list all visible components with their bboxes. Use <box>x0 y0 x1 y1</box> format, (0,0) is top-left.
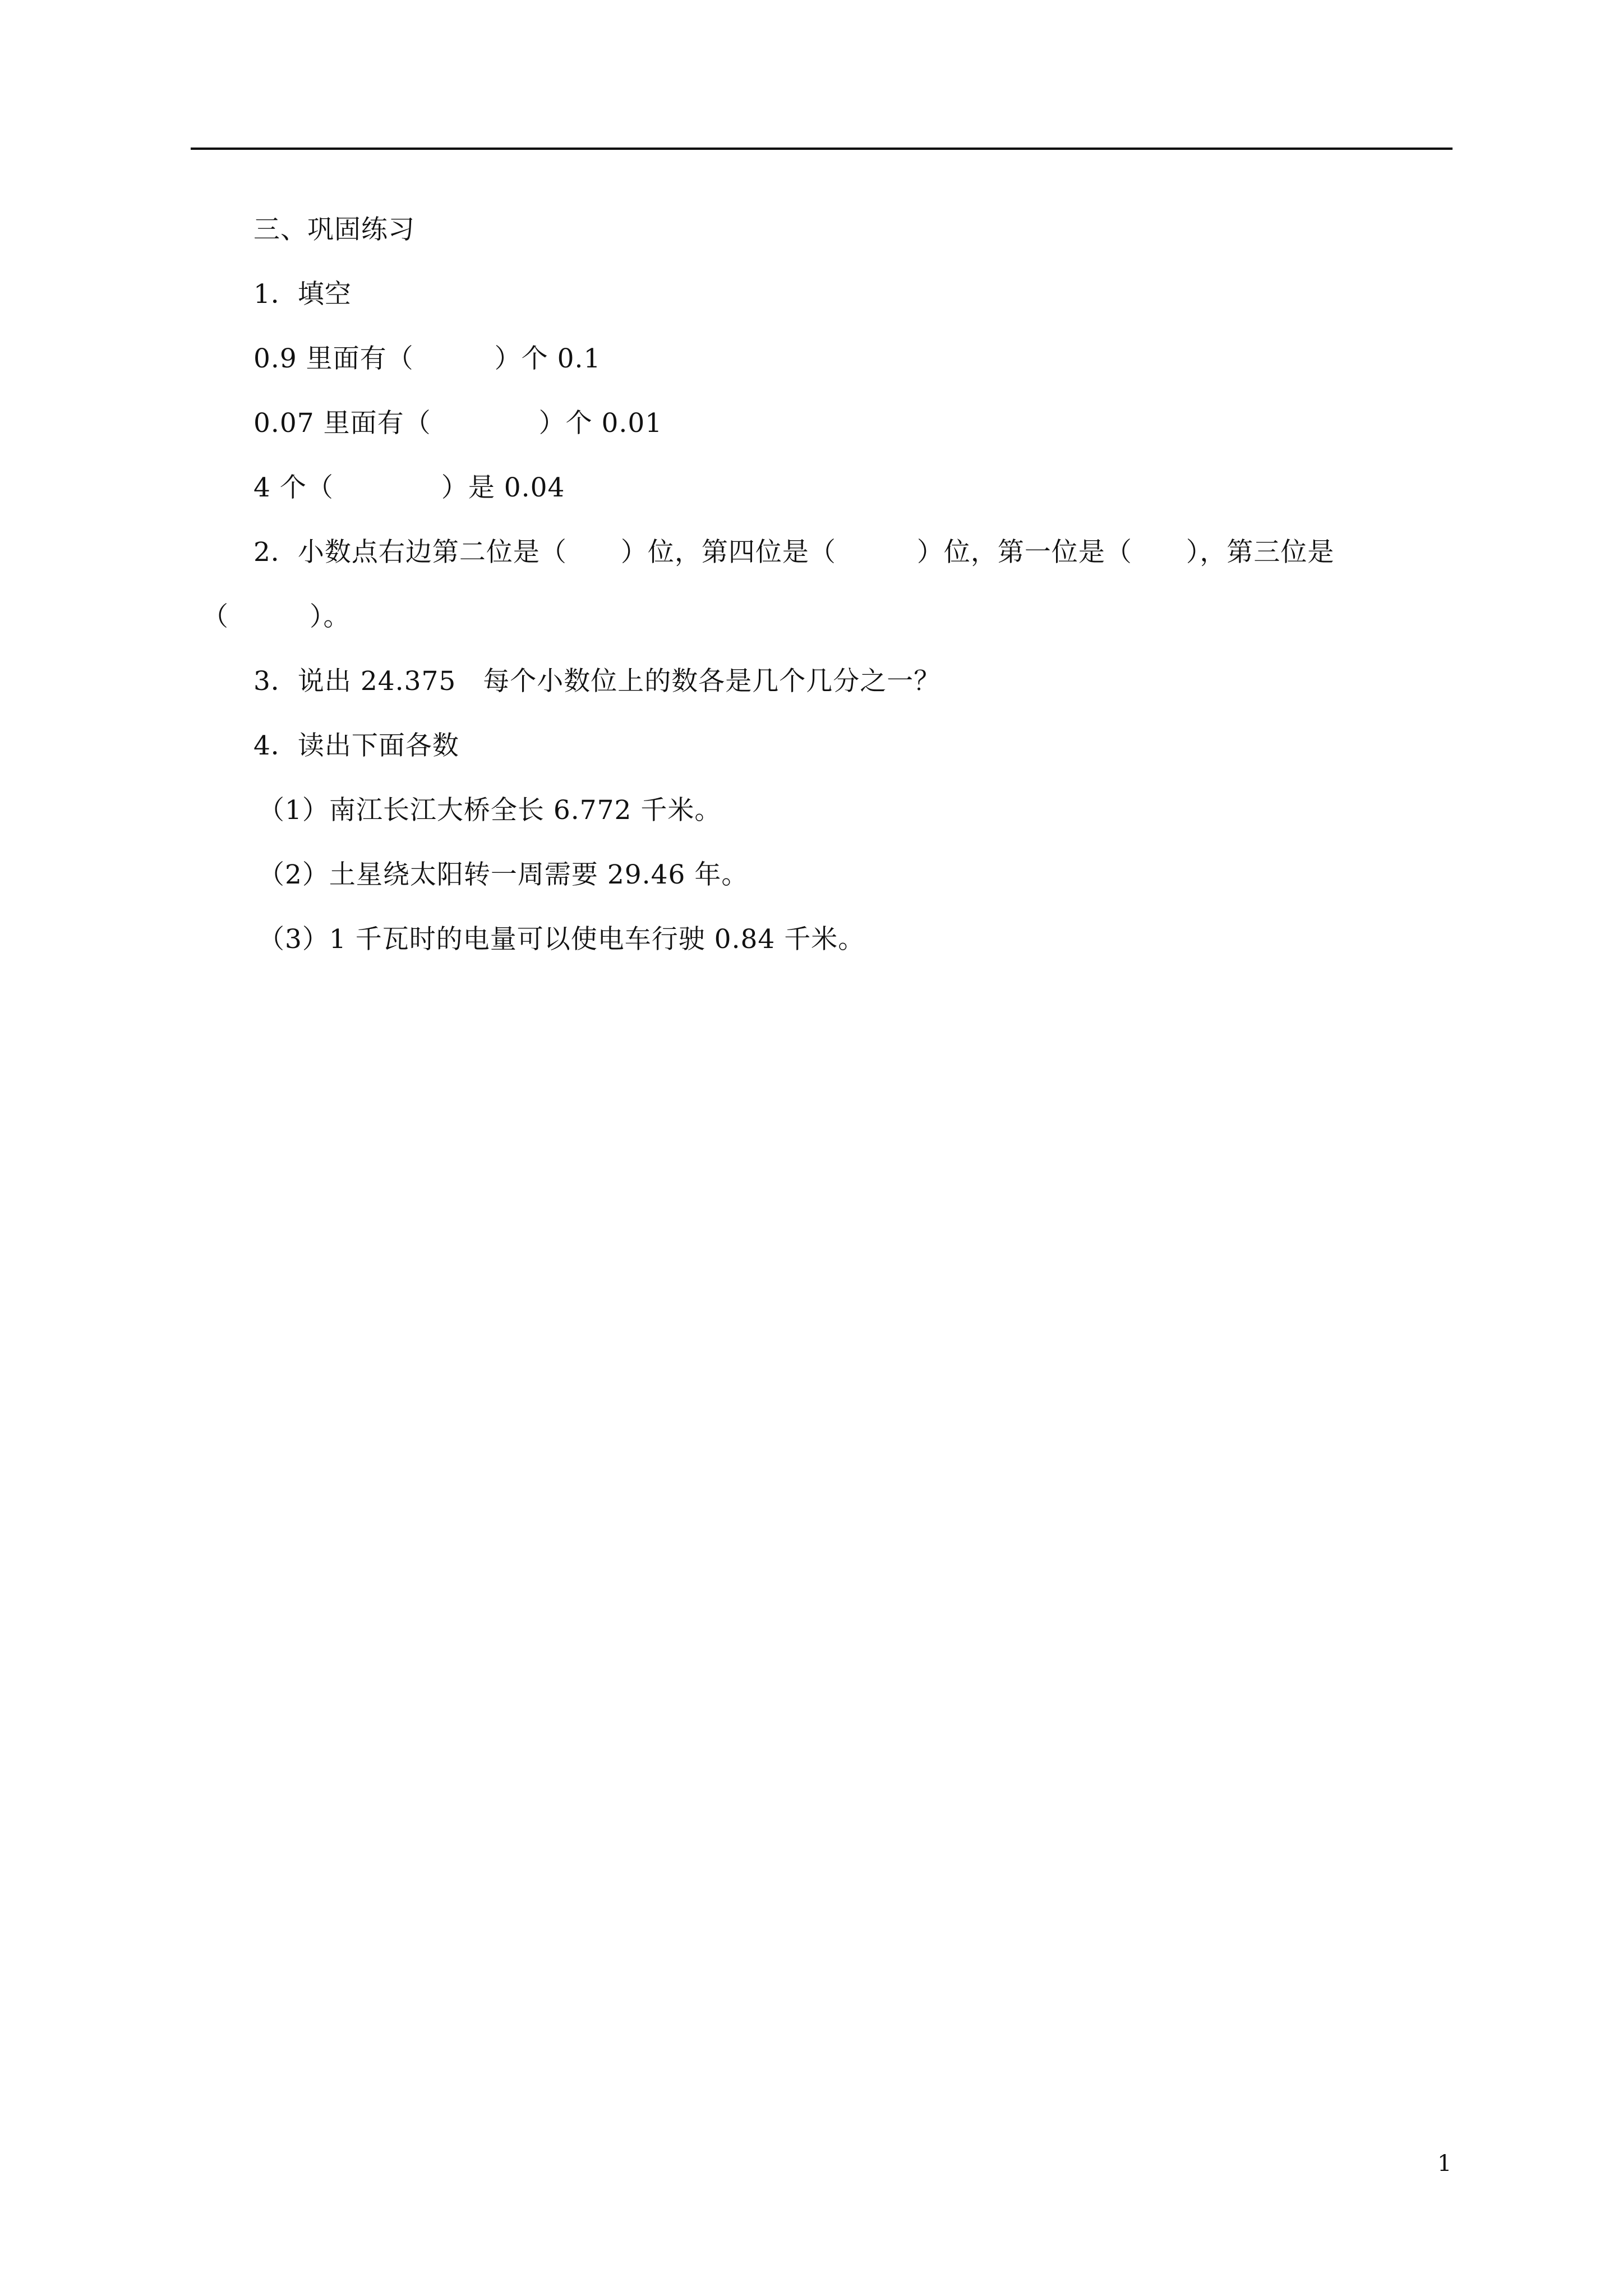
question-4-heading: 4．读出下面各数 <box>253 730 459 761</box>
question-1-item: 0.07 里面有（ ）个 0.01 <box>253 408 663 439</box>
question-1-item: 4 个（ ）是 0.04 <box>253 472 565 503</box>
question-1-heading: 1．填空 <box>253 279 352 310</box>
page-number: 1 <box>1437 2151 1452 2177</box>
header-rule <box>191 148 1453 150</box>
question-4-item: （3）1 千瓦时的电量可以使电车行驶 0.84 千米。 <box>258 924 865 955</box>
question-2-line-1: 2．小数点右边第二位是（ ）位，第四位是（ ）位，第一位是（ ），第三位是 <box>253 537 1335 568</box>
question-2-line-2: （ ）。 <box>202 601 351 632</box>
question-1-item: 0.9 里面有（ ）个 0.1 <box>253 343 601 374</box>
section-title: 三、巩固练习 <box>253 214 415 245</box>
question-4-item: （2）土星绕太阳转一周需要 29.46 年。 <box>258 859 749 890</box>
question-4-item: （1）南江长江大桥全长 6.772 千米。 <box>258 795 722 826</box>
question-3: 3．说出 24.375 每个小数位上的数各是几个几分之一？ <box>253 666 941 697</box>
